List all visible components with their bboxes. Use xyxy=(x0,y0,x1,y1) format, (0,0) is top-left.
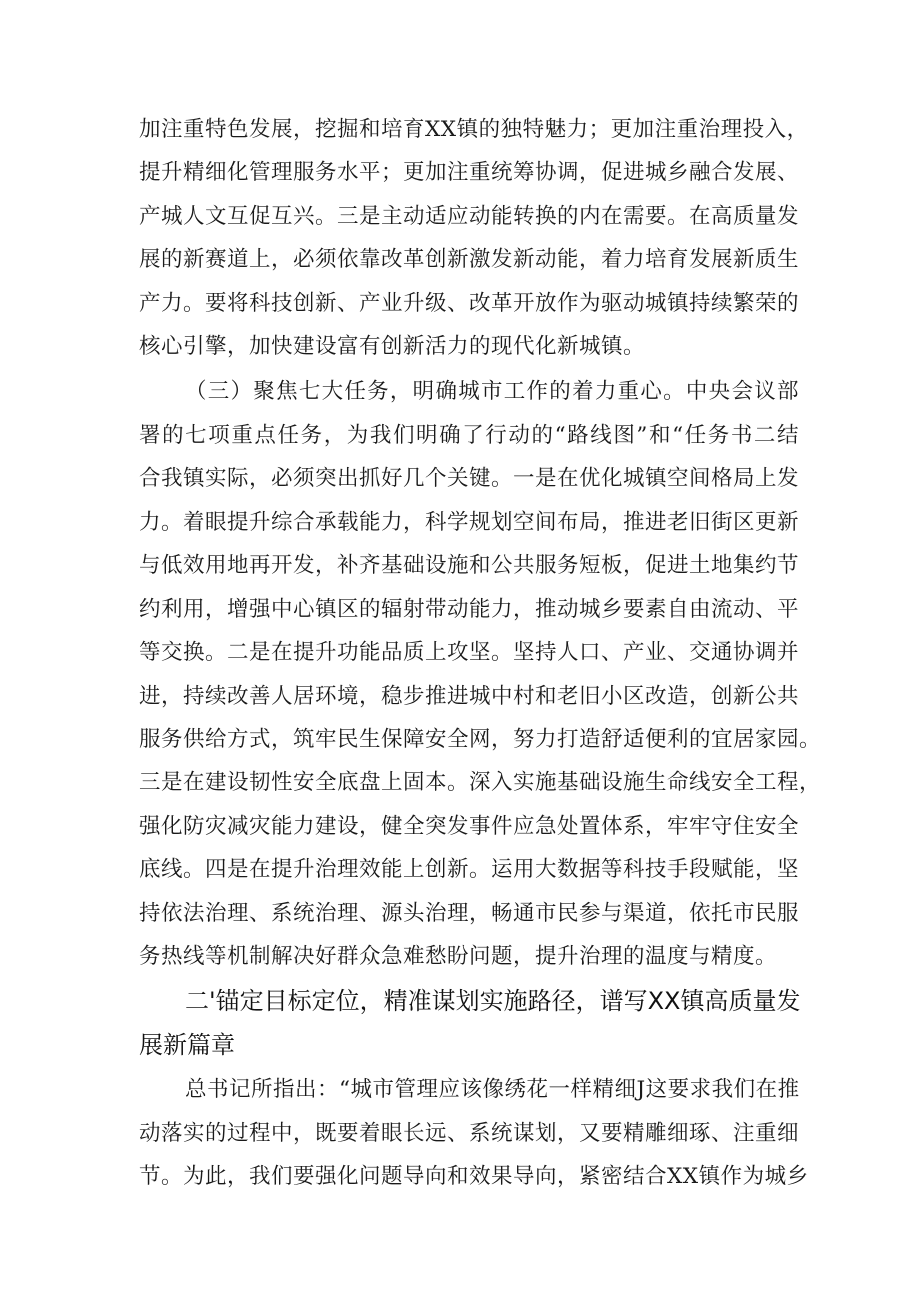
paragraph-line: 核心引擎，加快建设富有创新活力的现代化新城镇。 xyxy=(139,334,646,359)
paragraph-line: 产城人文互促互兴。三是主动适应动能转换的内在需要。在高质量发 xyxy=(139,204,800,229)
paragraph-line: 合我镇实际，必须突出抓好几个关键。一是在优化城镇空间格局上发 xyxy=(139,466,800,491)
paragraph-line: 服务供给方式，筑牢民生保障安全网，努力打造舒适便利的宜居家园。 xyxy=(139,727,822,752)
paragraph-line: 等交换。二是在提升功能品质上攻坚。坚持人口、产业、交通协调并 xyxy=(139,640,800,665)
paragraph-line: 与低效用地再开发，补齐基础设施和公共服务短板，促进土地集约节 xyxy=(139,553,800,578)
paragraph-line: 总书记所指出：“城市管理应该像绣花一样精细J这要求我们在推 xyxy=(185,1077,800,1102)
section-heading: 二'锚定目标定位，精准谋划实施路径，谱写XX镇高质量发 xyxy=(185,987,801,1015)
paragraph-line: 进，持续改善人居环境，稳步推进城中村和老旧小区改造，创新公共 xyxy=(139,684,800,709)
paragraph-line: 提升精细化管理服务水平；更加注重统筹协调，促进城乡融合发展、 xyxy=(139,160,800,185)
paragraph-line: 署的七项重点任务，为我们明确了行动的“路线图”和“任务书二结 xyxy=(139,423,799,448)
paragraph-line: 三是在建设韧性安全底盘上固本。深入实施基础设施生命线安全工程， xyxy=(139,770,822,795)
paragraph-line: 加注重特色发展，挖掘和培育XX镇的独特魅力；更加注重治理投入， xyxy=(139,117,809,142)
paragraph-line: 产力。要将科技创新、产业升级、改革开放作为驱动城镇持续繁荣的 xyxy=(139,291,800,316)
paragraph-line: 力。着眼提升综合承载能力，科学规划空间布局，推进老旧街区更新 xyxy=(139,510,800,535)
paragraph-line: 约利用，增强中心镇区的辐射带动能力，推动城乡要素自由流动、平 xyxy=(139,597,800,622)
paragraph-line: 持依法治理、系统治理、源头治理，畅通市民参与渠道，依托市民服 xyxy=(139,901,800,926)
paragraph-line: 节。为此，我们要强化问题导向和效果导向，紧密结合XX镇作为城乡 xyxy=(139,1164,809,1189)
paragraph-line: 展的新赛道上，必须依靠改革创新激发新动能，着力培育发展新质生 xyxy=(139,247,800,272)
paragraph-line: 强化防灾减灾能力建设，健全突发事件应急处置体系，牢牢守住安全 xyxy=(139,814,800,839)
section-heading: 展新篇章 xyxy=(139,1031,235,1059)
paragraph-line: 底线。四是在提升治理效能上创新。运用大数据等科技手段赋能，坚 xyxy=(139,857,800,882)
paragraph-line: 动落实的过程中，既要着眼长远、系统谋划，又要精雕细琢、注重细 xyxy=(139,1121,800,1146)
paragraph-line: 务热线等机制解决好群众急难愁盼问题，提升治理的温度与精度。 xyxy=(139,944,778,969)
paragraph-line: （三）聚焦七大任务，明确城市工作的着力重心。中央会议部 xyxy=(185,379,799,404)
